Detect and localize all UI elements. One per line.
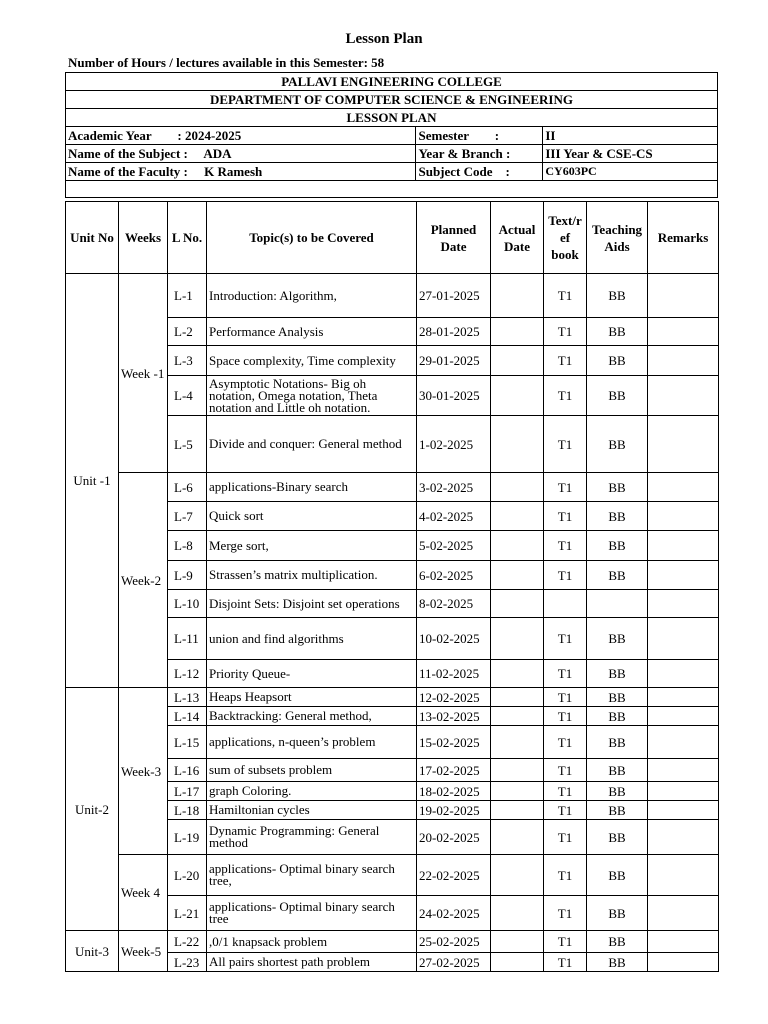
actual-date: [491, 931, 544, 953]
actual-date: [491, 346, 544, 376]
planned-date: 25-02-2025: [417, 931, 491, 953]
topic-cell: Divide and conquer: General method: [207, 416, 417, 473]
topic-cell: Hamiltonian cycles: [207, 801, 417, 820]
planned-date: 5-02-2025: [417, 531, 491, 561]
text-book: T1: [544, 759, 587, 782]
topic-cell: sum of subsets problem: [207, 759, 417, 782]
actual-date: [491, 726, 544, 759]
lesson-number: L-16: [168, 759, 207, 782]
teaching-aids: BB: [587, 473, 648, 502]
lesson-number: L-2: [168, 318, 207, 346]
topic-cell: union and find algorithms: [207, 618, 417, 660]
col-weeks: Weeks: [119, 202, 168, 274]
text-book: T1: [544, 801, 587, 820]
planned-date: 3-02-2025: [417, 473, 491, 502]
text-book: T1: [544, 855, 587, 896]
lesson-number: L-20: [168, 855, 207, 896]
lesson-number: L-21: [168, 896, 207, 931]
lesson-number: L-8: [168, 531, 207, 561]
remarks: [648, 782, 719, 801]
lesson-number: L-22: [168, 931, 207, 953]
text-book: T1: [544, 502, 587, 531]
teaching-aids: BB: [587, 782, 648, 801]
remarks: [648, 953, 719, 972]
table-row: [66, 931, 719, 953]
teaching-aids: BB: [587, 953, 648, 972]
topic-cell: Space complexity, Time complexity: [207, 346, 417, 376]
teaching-aids: BB: [587, 688, 648, 707]
remarks: [648, 274, 719, 318]
actual-date: [491, 590, 544, 618]
planned-date: 20-02-2025: [417, 820, 491, 855]
planned-date: 29-01-2025: [417, 346, 491, 376]
actual-date: [491, 820, 544, 855]
semester-value: II: [543, 127, 718, 145]
faculty-name: Name of the Faculty : K Ramesh: [66, 163, 416, 181]
lesson-number: L-7: [168, 502, 207, 531]
planned-date: 27-01-2025: [417, 274, 491, 318]
planned-date: 13-02-2025: [417, 707, 491, 726]
text-book: T1: [544, 931, 587, 953]
academic-year: Academic Year : 2024-2025: [66, 127, 416, 145]
text-book: T1: [544, 896, 587, 931]
spacer-row: [66, 181, 718, 198]
remarks: [648, 618, 719, 660]
text-book: [544, 590, 587, 618]
unit-cell: Unit-2: [66, 688, 119, 931]
remarks: [648, 502, 719, 531]
remarks: [648, 473, 719, 502]
remarks: [648, 688, 719, 707]
text-book: T1: [544, 346, 587, 376]
planned-date: 19-02-2025: [417, 801, 491, 820]
teaching-aids: BB: [587, 618, 648, 660]
subject-code-label: Subject Code :: [416, 163, 543, 181]
lesson-number: L-23: [168, 953, 207, 972]
topic-cell: Dynamic Programming: General method: [207, 820, 417, 855]
text-book: T1: [544, 376, 587, 416]
table-row: [66, 688, 719, 707]
planned-date: 30-01-2025: [417, 376, 491, 416]
header-table: [65, 72, 718, 198]
teaching-aids: BB: [587, 707, 648, 726]
topic-cell: Performance Analysis: [207, 318, 417, 346]
table-row: [66, 473, 719, 502]
teaching-aids: BB: [587, 416, 648, 473]
year-branch-label: Year & Branch :: [416, 145, 543, 163]
remarks: [648, 590, 719, 618]
col-remarks: Remarks: [648, 202, 719, 274]
text-book: T1: [544, 274, 587, 318]
week-cell: Week -1: [119, 274, 168, 473]
topic-cell: applications- Optimal binary search tree: [207, 896, 417, 931]
teaching-aids: [587, 590, 648, 618]
unit-cell: Unit-3: [66, 931, 119, 972]
remarks: [648, 561, 719, 590]
lesson-number: L-11: [168, 618, 207, 660]
teaching-aids: BB: [587, 376, 648, 416]
topic-cell: Introduction: Algorithm,: [207, 274, 417, 318]
week-cell: Week-5: [119, 931, 168, 972]
col-lno: L No.: [168, 202, 207, 274]
text-book: T1: [544, 531, 587, 561]
planned-date: 17-02-2025: [417, 759, 491, 782]
teaching-aids: BB: [587, 502, 648, 531]
teaching-aids: BB: [587, 561, 648, 590]
subject-code-value: CY603PC: [543, 163, 718, 181]
planned-date: 28-01-2025: [417, 318, 491, 346]
col-topic: Topic(s) to be Covered: [207, 202, 417, 274]
planned-date: 15-02-2025: [417, 726, 491, 759]
lesson-number: L-9: [168, 561, 207, 590]
topic-cell: Quick sort: [207, 502, 417, 531]
remarks: [648, 376, 719, 416]
planned-date: 1-02-2025: [417, 416, 491, 473]
subject-name: Name of the Subject : ADA: [66, 145, 416, 163]
col-text-book: Text/r ef book: [544, 202, 587, 274]
remarks: [648, 318, 719, 346]
remarks: [648, 820, 719, 855]
topic-cell: Strassen’s matrix multiplication.: [207, 561, 417, 590]
text-book: T1: [544, 726, 587, 759]
lesson-number: L-14: [168, 707, 207, 726]
teaching-aids: BB: [587, 820, 648, 855]
remarks: [648, 707, 719, 726]
planned-date: 22-02-2025: [417, 855, 491, 896]
topic-cell: applications-Binary search: [207, 473, 417, 502]
actual-date: [491, 707, 544, 726]
topic-cell: ,0/1 knapsack problem: [207, 931, 417, 953]
text-book: T1: [544, 782, 587, 801]
topic-cell: graph Coloring.: [207, 782, 417, 801]
planned-date: 10-02-2025: [417, 618, 491, 660]
lesson-number: L-5: [168, 416, 207, 473]
remarks: [648, 896, 719, 931]
semester-label: Semester :: [416, 127, 543, 145]
planned-date: 11-02-2025: [417, 660, 491, 688]
lesson-number: L-17: [168, 782, 207, 801]
topic-cell: Disjoint Sets: Disjoint set operations: [207, 590, 417, 618]
unit-cell: Unit -1: [66, 274, 119, 688]
lesson-number: L-13: [168, 688, 207, 707]
text-book: T1: [544, 953, 587, 972]
teaching-aids: BB: [587, 660, 648, 688]
remarks: [648, 801, 719, 820]
text-book: T1: [544, 820, 587, 855]
lesson-number: L-19: [168, 820, 207, 855]
lesson-number: L-4: [168, 376, 207, 416]
topic-cell: Backtracking: General method,: [207, 707, 417, 726]
topic-cell: Priority Queue-: [207, 660, 417, 688]
topic-cell: Merge sort,: [207, 531, 417, 561]
col-teaching-aids: Teaching Aids: [587, 202, 648, 274]
lesson-number: L-18: [168, 801, 207, 820]
remarks: [648, 346, 719, 376]
teaching-aids: BB: [587, 531, 648, 561]
table-row: [66, 274, 719, 318]
topic-cell: Heaps Heapsort: [207, 688, 417, 707]
planned-date: 6-02-2025: [417, 561, 491, 590]
col-planned-date: Planned Date: [417, 202, 491, 274]
actual-date: [491, 660, 544, 688]
lesson-number: L-1: [168, 274, 207, 318]
text-book: T1: [544, 318, 587, 346]
planned-date: 24-02-2025: [417, 896, 491, 931]
actual-date: [491, 782, 544, 801]
actual-date: [491, 531, 544, 561]
remarks: [648, 855, 719, 896]
planned-date: 8-02-2025: [417, 590, 491, 618]
teaching-aids: BB: [587, 896, 648, 931]
actual-date: [491, 953, 544, 972]
teaching-aids: BB: [587, 318, 648, 346]
actual-date: [491, 855, 544, 896]
actual-date: [491, 618, 544, 660]
text-book: T1: [544, 688, 587, 707]
actual-date: [491, 318, 544, 346]
week-cell: Week-3: [119, 688, 168, 855]
text-book: T1: [544, 561, 587, 590]
planned-date: 4-02-2025: [417, 502, 491, 531]
actual-date: [491, 473, 544, 502]
page-title: Lesson Plan: [345, 31, 423, 47]
planned-date: 18-02-2025: [417, 782, 491, 801]
text-book: T1: [544, 473, 587, 502]
teaching-aids: BB: [587, 726, 648, 759]
remarks: [648, 931, 719, 953]
teaching-aids: BB: [587, 801, 648, 820]
actual-date: [491, 416, 544, 473]
topic-cell: applications, n-queen’s problem: [207, 726, 417, 759]
col-unit: Unit No: [66, 202, 119, 274]
week-cell: Week 4: [119, 855, 168, 931]
actual-date: [491, 688, 544, 707]
remarks: [648, 660, 719, 688]
college-name: PALLAVI ENGINEERING COLLEGE: [66, 73, 718, 91]
actual-date: [491, 561, 544, 590]
year-branch-value: III Year & CSE-CS: [543, 145, 718, 163]
lesson-number: L-12: [168, 660, 207, 688]
lesson-number: L-3: [168, 346, 207, 376]
department-name: DEPARTMENT OF COMPUTER SCIENCE & ENGINEERING: [66, 91, 718, 109]
teaching-aids: BB: [587, 346, 648, 376]
actual-date: [491, 801, 544, 820]
remarks: [648, 531, 719, 561]
topic-cell: All pairs shortest path problem: [207, 953, 417, 972]
lesson-number: L-10: [168, 590, 207, 618]
teaching-aids: BB: [587, 274, 648, 318]
remarks: [648, 726, 719, 759]
planned-date: 27-02-2025: [417, 953, 491, 972]
table-row: [66, 855, 719, 896]
actual-date: [491, 274, 544, 318]
text-book: T1: [544, 618, 587, 660]
remarks: [648, 416, 719, 473]
topic-cell: applications- Optimal binary search tree,: [207, 855, 417, 896]
hours-available: Number of Hours / lectures available in this Semester: 58: [68, 55, 385, 70]
actual-date: [491, 759, 544, 782]
text-book: T1: [544, 416, 587, 473]
lesson-number: L-6: [168, 473, 207, 502]
teaching-aids: BB: [587, 931, 648, 953]
topic-cell: Asymptotic Notations- Big oh notation, Omega notation, Theta notation and Little oh notation.: [207, 376, 417, 416]
planned-date: 12-02-2025: [417, 688, 491, 707]
teaching-aids: BB: [587, 855, 648, 896]
col-actual-date: Actual Date: [491, 202, 544, 274]
actual-date: [491, 376, 544, 416]
remarks: [648, 759, 719, 782]
lesson-plan-heading: LESSON PLAN: [66, 109, 718, 127]
text-book: T1: [544, 660, 587, 688]
lesson-number: L-15: [168, 726, 207, 759]
week-cell: Week-2: [119, 473, 168, 688]
text-book: T1: [544, 707, 587, 726]
actual-date: [491, 896, 544, 931]
lesson-plan-table: [65, 201, 719, 972]
teaching-aids: BB: [587, 759, 648, 782]
actual-date: [491, 502, 544, 531]
